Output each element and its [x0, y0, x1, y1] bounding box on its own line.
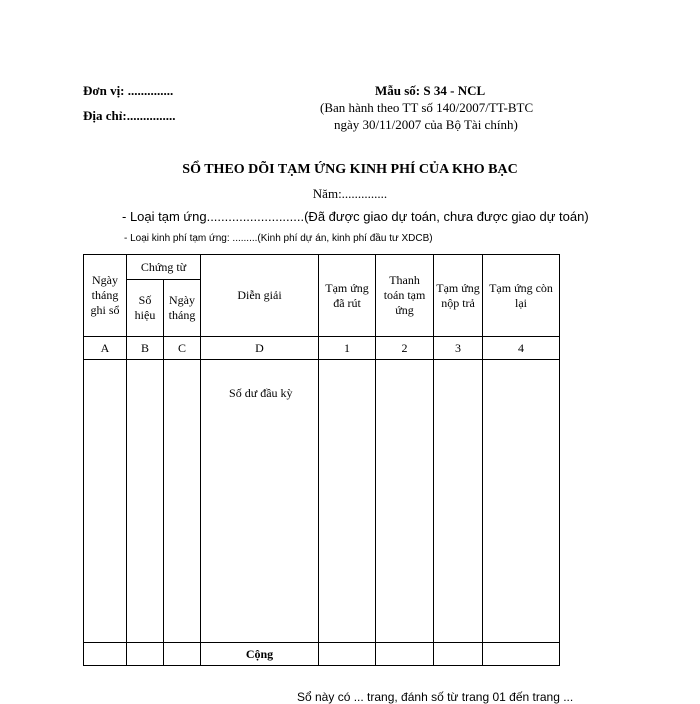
col-header-voucher-date: Ngày tháng: [164, 280, 201, 337]
col-header-date: Ngày tháng ghi sổ: [84, 255, 127, 337]
date-cell: [84, 360, 127, 643]
total-row: [84, 643, 560, 666]
advance-type-line: - Loại tạm ứng...........................(Đã được giao dự toán, chưa được giao dự toán): [122, 209, 589, 224]
column-code: 3: [434, 337, 483, 360]
col-header-description: Diễn giải: [201, 255, 319, 337]
col-header-withdrawn: Tạm ứng đã rút: [319, 255, 376, 337]
col-header-remaining: Tạm ứng còn lại: [483, 255, 560, 337]
voucher-date-cell: [164, 360, 201, 643]
column-code: 4: [483, 337, 560, 360]
form-number: Mẫu số: S 34 - NCL: [375, 83, 486, 98]
col-header-settled: Thanh toán tạm ứng: [376, 255, 434, 337]
table-body-row: [84, 360, 560, 643]
repaid-cell: [434, 360, 483, 643]
ledger-table: [83, 254, 560, 666]
description-cell: [201, 360, 319, 643]
column-code: D: [201, 337, 319, 360]
page-title: SỔ THEO DÕI TẠM ỨNG KINH PHÍ CỦA KHO BẠC: [182, 162, 518, 177]
col-header-repaid: Tạm ứng nộp trả: [434, 255, 483, 337]
table-header-row: [84, 255, 560, 280]
unit-field: Đơn vị: ..............: [83, 83, 174, 98]
year-line: Năm:..............: [312, 186, 388, 201]
address-field: Địa chỉ:...............: [83, 108, 176, 123]
column-code: 1: [319, 337, 376, 360]
withdrawn-cell: [319, 360, 376, 643]
col-header-voucher-group: Chứng từ: [127, 255, 201, 280]
issued-by-line: (Ban hành theo TT số 140/2007/TT-BTC: [320, 100, 534, 115]
total-label: Cộng: [201, 643, 319, 666]
column-code: 2: [376, 337, 434, 360]
voucher-no-cell: [127, 360, 164, 643]
funding-type-line: - Loại kinh phí tạm ứng: .........(Kinh phí dự án, kinh phí đầu tư XDCB): [124, 233, 433, 244]
col-header-voucher-no: Số hiệu: [127, 280, 164, 337]
column-code-row: [84, 337, 560, 360]
settled-cell: [376, 360, 434, 643]
remaining-cell: [483, 360, 560, 643]
column-code: B: [127, 337, 164, 360]
opening-balance-label: Số dư đầu kỳ: [229, 386, 293, 400]
page-count-note: Sổ này có ... trang, đánh số từ trang 01 đến trang ...: [297, 690, 574, 704]
issued-date-line: ngày 30/11/2007 của Bộ Tài chính): [334, 117, 518, 132]
column-code: C: [164, 337, 201, 360]
column-code: A: [84, 337, 127, 360]
